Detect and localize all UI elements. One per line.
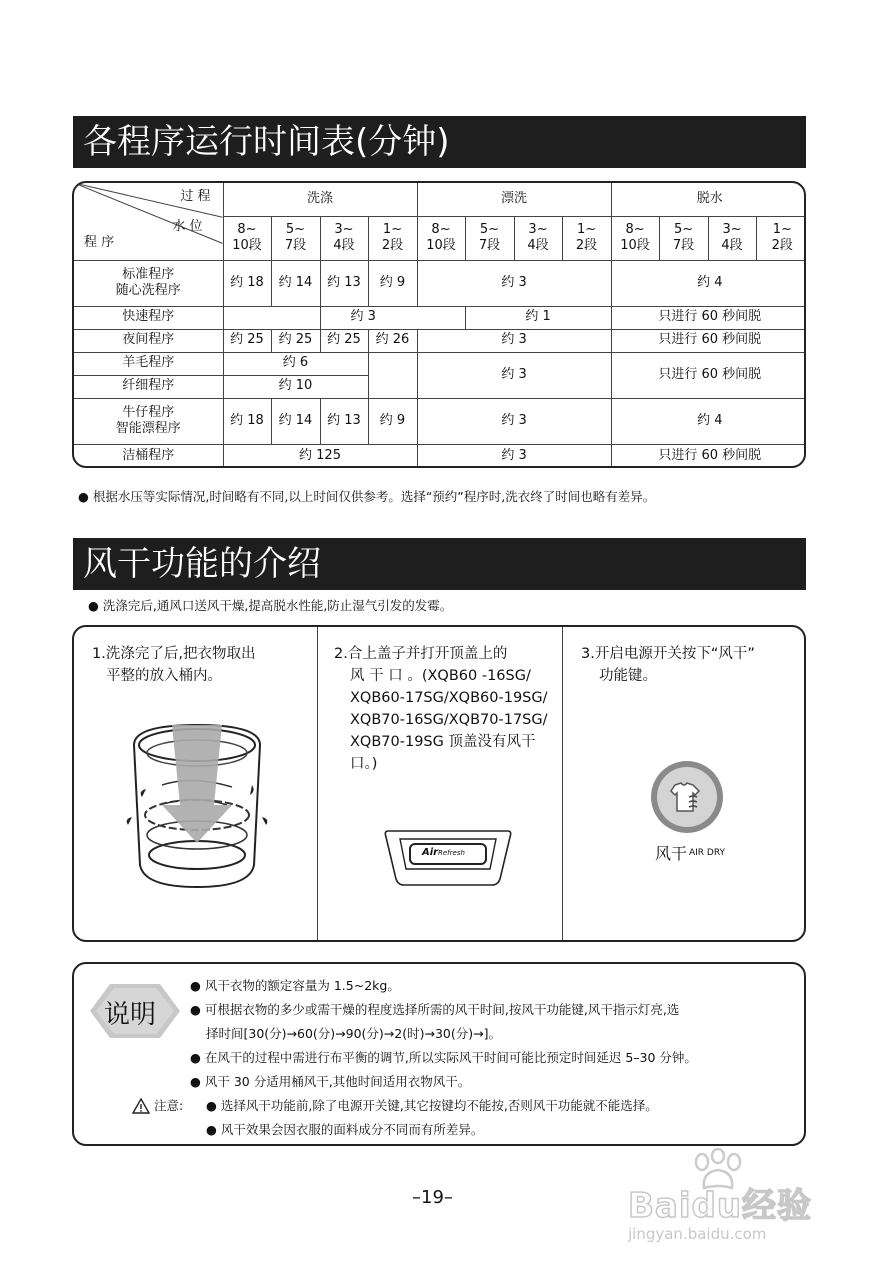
table-cell: 只进行 60 秒间脱 [611, 444, 806, 468]
table-cell: 约 3 [417, 352, 611, 398]
watermark-url: jingyan.baidu.com [628, 1225, 767, 1243]
corner-process-label: 过 程 [180, 189, 211, 204]
caution-bullet: ● 风干效果会因衣服的面料成分不同而有所差异。 [206, 1122, 484, 1137]
watermark-text [628, 1178, 812, 1243]
runtime-table [72, 181, 806, 468]
explain-bullet: ● 风干 30 分适用桶风干,其他时间适用衣物风干。 [190, 1074, 471, 1089]
group-spin: 脱水 [611, 183, 806, 216]
level-cell: 5~ 7段 [659, 216, 708, 260]
table-cell: 约 3 [417, 329, 611, 352]
level-cell: 5~ 7段 [465, 216, 514, 260]
table-cell: 约 18 [223, 260, 271, 306]
table-cell: 约 9 [368, 260, 417, 306]
program-name: 羊毛程序 [74, 352, 223, 375]
explain-bullet: ● 风干衣物的额定容量为 1.5~2kg。 [190, 978, 400, 993]
warning-triangle-icon [132, 1098, 150, 1114]
table-cell [368, 352, 417, 398]
section-title-runtime: 各程序运行时间表(分钟) [73, 116, 806, 168]
level-cell: 8~ 10段 [223, 216, 271, 260]
runtime-note: ● 根据水压等实际情况,时间略有不同,以上时间仅供参考。选择“预约”程序时,洗衣终了时间也略有差异。 [78, 489, 656, 504]
table-cell: 约 26 [368, 329, 417, 352]
table-cell: 约 18 [223, 398, 271, 444]
caution-bullet: ● 选择风干功能前,除了电源开关键,其它按键均不能按,否则风干功能就不能选择。 [206, 1098, 658, 1113]
table-cell: 约 25 [271, 329, 320, 352]
table-cell: 约 10 [223, 375, 368, 398]
table-cell: 约 3 [417, 260, 611, 306]
program-name: 夜间程序 [74, 329, 223, 352]
section-title-airdry: 风干功能的介绍 [73, 538, 806, 590]
table-cell: 约 3 [417, 398, 611, 444]
explanation-title: 说明 [104, 1000, 157, 1030]
level-cell: 3~ 4段 [708, 216, 756, 260]
table-row [74, 306, 806, 329]
table-cell: 约 6 [223, 352, 368, 375]
table-row [74, 444, 806, 468]
table-row [74, 329, 806, 352]
airdry-intro: ● 洗涤完后,通风口送风干燥,提高脱水性能,防止湿气引发的发霉。 [88, 598, 453, 613]
corner-water-label: 水 位 [172, 219, 203, 234]
table-row [74, 352, 806, 375]
program-name: 标准程序 随心洗程序 [74, 260, 223, 306]
shirt-dry-icon [669, 781, 705, 813]
explanation-badge [88, 980, 182, 1042]
program-name: 洁桶程序 [74, 444, 223, 468]
caution-label: 注意: [154, 1098, 184, 1113]
level-cell: 3~ 4段 [514, 216, 562, 260]
page-number: –19– [412, 1187, 453, 1208]
air-dry-button[interactable] [651, 761, 723, 833]
explain-bullet: 择时间[30(分)→60(分)→90(分)→2(时)→30(分)→]。 [206, 1026, 501, 1041]
explain-bullet: ● 可根据衣物的多少或需干燥的程度选择所需的风干时间,按风干功能键,风干指示灯亮,选 [190, 1002, 680, 1017]
table-cell: 约 13 [320, 260, 368, 306]
level-cell: 8~ 10段 [611, 216, 659, 260]
table-cell: 约 3 [320, 306, 465, 329]
program-name: 纤细程序 [74, 375, 223, 398]
table-cell: 约 4 [611, 398, 806, 444]
table-cell [223, 306, 320, 329]
explanation-box [72, 962, 806, 1146]
table-row [74, 260, 806, 306]
airdry-steps [72, 625, 806, 942]
level-cell: 5~ 7段 [271, 216, 320, 260]
table-cell: 只进行 60 秒间脱 [611, 352, 806, 398]
program-name: 快速程序 [74, 306, 223, 329]
table-cell: 约 125 [223, 444, 417, 468]
air-dry-label: 风干 [655, 844, 688, 863]
watermark-brand: Baidu经验 [628, 1186, 813, 1226]
table-cell: 约 1 [465, 306, 611, 329]
table-cell: 约 14 [271, 260, 320, 306]
table-cell: 约 9 [368, 398, 417, 444]
table-cell: 约 13 [320, 398, 368, 444]
level-cell: 1~ 2段 [756, 216, 806, 260]
step-3: 3.开启电源开关按下“风干” 功能键。 风干 AIR DRY [581, 646, 755, 863]
step-2: 2.合上盖子并打开顶盖上的 风 干 口 。(XQB60 -16SG/ XQB60-17SG/XQB60-19SG/ XQB70-16SG/XQB70-17SG/ XQB70-19SG 顶盖没有风干 口。) Air Refresh [318, 627, 563, 940]
table-cell: 约 4 [611, 260, 806, 306]
table-cell: 约 3 [417, 444, 611, 468]
program-name: 牛仔程序 智能漂程序 [74, 398, 223, 444]
table-cell: 约 25 [320, 329, 368, 352]
corner-program-label: 程 序 [84, 235, 115, 250]
air-dry-label-en: AIR DRY [689, 848, 726, 858]
explain-bullet: ● 在风干的过程中需进行布平衡的调节,所以实际风干时间可能比预定时间延迟 5–30 分钟。 [190, 1050, 697, 1065]
washer-tub-illustration [122, 715, 272, 895]
table-cell: 只进行 60 秒间脱 [611, 306, 806, 329]
level-cell: 8~ 10段 [417, 216, 465, 260]
group-rinse: 漂洗 [417, 183, 611, 216]
step-1: 1.洗涤完了后,把衣物取出 平整的放入桶内。 [74, 627, 318, 940]
level-cell: 3~ 4段 [320, 216, 368, 260]
air-refresh-panel: Air Refresh [382, 827, 514, 889]
baidu-watermark [628, 1148, 828, 1248]
table-cell: 约 14 [271, 398, 320, 444]
group-wash: 洗涤 [223, 183, 417, 216]
level-cell: 1~ 2段 [368, 216, 417, 260]
table-corner-header [74, 183, 223, 260]
table-cell: 只进行 60 秒间脱 [611, 329, 806, 352]
table-cell: 约 25 [223, 329, 271, 352]
level-cell: 1~ 2段 [562, 216, 611, 260]
table-row [74, 398, 806, 444]
